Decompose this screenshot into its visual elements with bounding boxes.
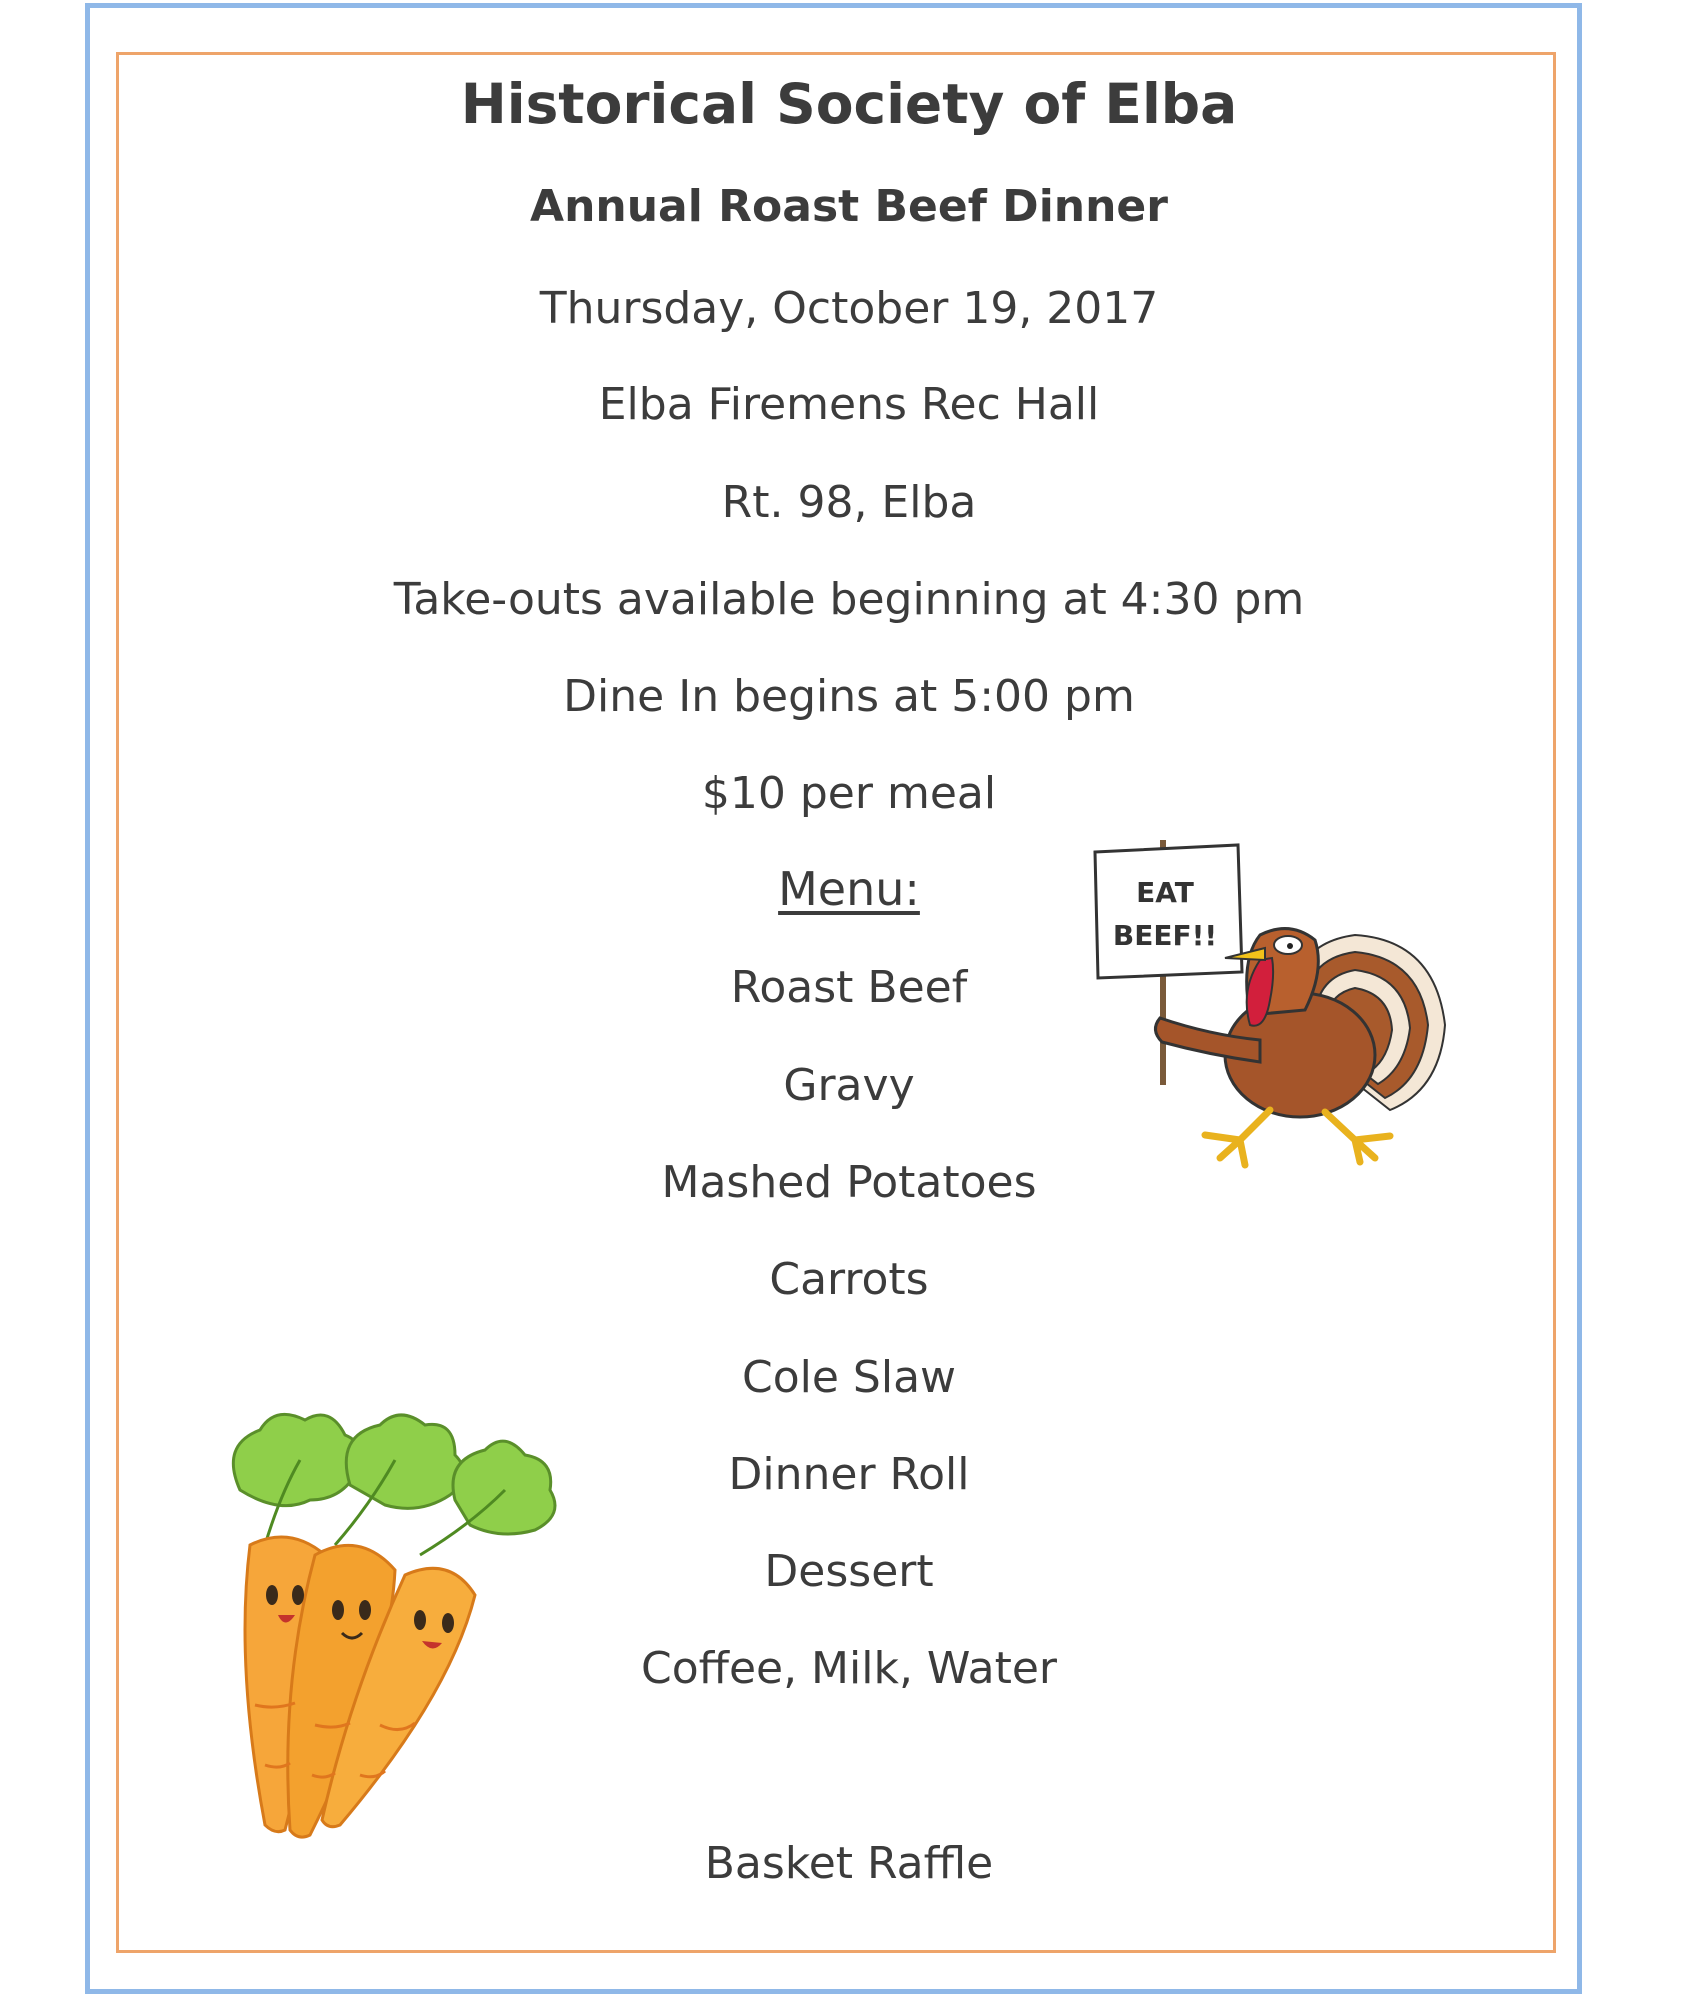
- flyer-title: Historical Society of Elba: [460, 72, 1238, 136]
- menu-item: Mashed Potatoes: [661, 1157, 1037, 1208]
- event-venue: Elba Firemens Rec Hall: [598, 379, 1100, 430]
- basket-raffle: Basket Raffle: [704, 1838, 994, 1889]
- event-date: Thursday, October 19, 2017: [539, 283, 1159, 334]
- carrots-icon: [220, 1405, 640, 1845]
- meal-price: $10 per meal: [701, 768, 997, 819]
- takeout-time: Take-outs available beginning at 4:30 pm: [393, 574, 1305, 625]
- menu-item: Roast Beef: [730, 962, 968, 1013]
- menu-item: Cole Slaw: [741, 1352, 957, 1403]
- menu-item: Dinner Roll: [728, 1449, 970, 1500]
- menu-item: Carrots: [769, 1254, 929, 1305]
- event-address: Rt. 98, Elba: [721, 477, 977, 528]
- menu-item: Gravy: [783, 1060, 915, 1111]
- menu-item: Dessert: [764, 1546, 934, 1597]
- menu-item: Coffee, Milk, Water: [640, 1643, 1057, 1694]
- menu-heading-text: Menu:: [778, 862, 920, 916]
- turkey-icon: [1090, 840, 1460, 1170]
- dine-in-time: Dine In begins at 5:00 pm: [563, 671, 1135, 722]
- sign-text-beef: BEEF!!: [1112, 919, 1218, 952]
- event-name: Annual Roast Beef Dinner: [530, 181, 1168, 232]
- sign-text-eat: EAT: [1136, 876, 1194, 909]
